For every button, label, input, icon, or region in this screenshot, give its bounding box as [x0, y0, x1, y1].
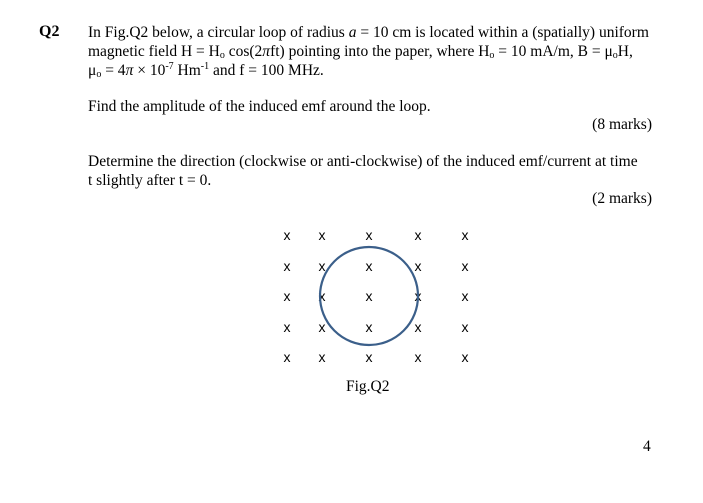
field-cross-mark: x [283, 227, 291, 243]
field-cross-mark: x [461, 227, 469, 243]
question-line-3: $\mu_o = 4\pi \times 10^{-7}$ $Hm^{-1}$ and f = 100 MHz. [88, 61, 324, 80]
question-line-1: In Fig.Q2 below, a circular loop of radius a = 10 cm is located within a (spatially) uniform [88, 24, 649, 41]
field-cross-mark: x [318, 227, 326, 243]
figure-caption: Fig.Q2 [346, 378, 390, 395]
circular-loop [320, 247, 418, 345]
field-cross-mark: x [283, 319, 291, 335]
field-cross-mark: x [283, 258, 291, 274]
field-cross-mark: x [318, 258, 326, 274]
part-1-marks: (8 marks) [592, 116, 652, 133]
field-cross-mark: x [461, 288, 469, 304]
page-number: 4 [643, 438, 651, 455]
field-cross-mark: x [461, 258, 469, 274]
question-line-2: magnetic field $H = H_o$ cos(2πft) pointing into the paper, where $H_o = 10$ mA/m, $B = \mu_oH$, [88, 43, 633, 61]
field-cross-mark: x [414, 349, 422, 365]
field-cross-mark: x [318, 319, 326, 335]
field-cross-mark: x [414, 319, 422, 335]
magnetic-field-grid [284, 227, 469, 365]
field-cross-mark: x [365, 227, 373, 243]
field-cross-mark: x [283, 288, 291, 304]
field-cross-mark: x [414, 258, 422, 274]
field-cross-mark: x [414, 227, 422, 243]
field-cross-mark: x [365, 319, 373, 335]
part-1-text: Find the amplitude of the induced emf around the loop. [88, 98, 431, 115]
field-cross-mark: x [365, 258, 373, 274]
field-cross-mark: x [461, 319, 469, 335]
question-number: Q2 [39, 23, 60, 40]
field-cross-mark: x [365, 349, 373, 365]
field-cross-mark: x [283, 349, 291, 365]
field-cross-mark: x [365, 288, 373, 304]
field-cross-mark: x [318, 349, 326, 365]
field-cross-mark: x [318, 288, 326, 304]
field-cross-mark: x [414, 288, 422, 304]
part-2-text-line-2: t slightly after t = 0. [88, 172, 212, 189]
field-cross-mark: x [461, 349, 469, 365]
part-2-text-line-1: Determine the direction (clockwise or anti-clockwise) of the induced emf/current at time [88, 153, 638, 170]
part-2-marks: (2 marks) [592, 190, 652, 207]
